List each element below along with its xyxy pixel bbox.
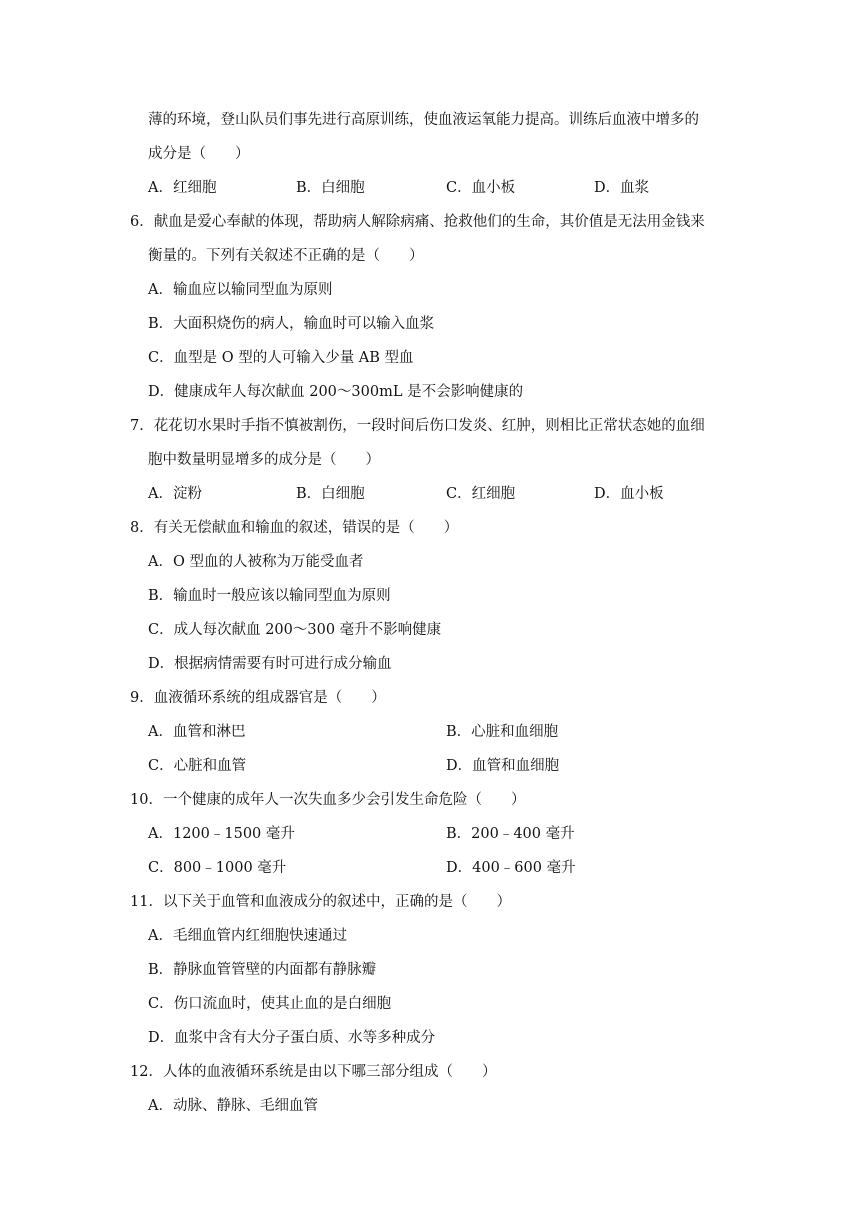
- question-6-option-a: A．输血应以输同型血为原则: [148, 282, 333, 298]
- question-6-text-line-2: 衡量的。下列有关叙述不正确的是（ ）: [148, 248, 424, 264]
- question-10-option-c: C．800﹣1000 毫升: [148, 860, 287, 876]
- question-11-option-c: C．伤口流血时，使其止血的是白细胞: [148, 996, 392, 1012]
- question-6-text-line-1: 6．献血是爱心奉献的体现，帮助病人解除病痛、抢救他们的生命，其价值是无法用金钱来: [130, 214, 705, 230]
- question-8-option-d: D．根据病情需要有时可进行成分输血: [148, 656, 392, 672]
- question-11-text-line-1: 11．以下关于血管和血液成分的叙述中，正确的是（ ）: [130, 894, 511, 910]
- question-7-option-b: B．白细胞: [296, 486, 365, 502]
- question-9-option-c: C．心脏和血管: [148, 758, 247, 774]
- question-10-option-d: D．400﹣600 毫升: [446, 860, 576, 876]
- question-6-option-c: C．血型是 O 型的人可输入少量 AB 型血: [148, 350, 414, 366]
- question-10-text-line-1: 10．一个健康的成年人一次失血多少会引发生命危险（ ）: [130, 792, 526, 808]
- question-10-option-b: B．200﹣400 毫升: [446, 826, 575, 842]
- question-8-option-a: A．O 型血的人被称为万能受血者: [148, 554, 364, 570]
- question-6-option-b: B．大面积烧伤的病人，输血时可以输入血浆: [148, 316, 435, 332]
- question-11-option-a: A．毛细血管内红细胞快速通过: [148, 928, 347, 944]
- question-7-text-line-2: 胞中数量明显增多的成分是（ ）: [148, 452, 380, 468]
- question-9-text-line-1: 9．血液循环系统的组成器官是（ ）: [130, 690, 386, 706]
- question-8-option-b: B．输血时一般应该以输同型血为原则: [148, 588, 391, 604]
- question-7-option-c: C．红细胞: [446, 486, 516, 502]
- question-8-text-line-1: 8．有关无偿献血和输血的叙述，错误的是（ ）: [130, 520, 459, 536]
- question-5-text-line-1: 薄的环境，登山队员们事先进行高原训练，使血液运氧能力提高。训练后血液中增多的: [148, 112, 699, 128]
- question-5-option-a: A．红细胞: [148, 180, 217, 196]
- question-9-option-b: B．心脏和血细胞: [446, 724, 559, 740]
- question-9-option-d: D．血管和血细胞: [446, 758, 560, 774]
- question-12-text-line-1: 12．人体的血液循环系统是由以下哪三部分组成（ ）: [130, 1064, 497, 1080]
- question-12-option-a: A．动脉、静脉、毛细血管: [148, 1098, 318, 1114]
- question-5-text-line-2: 成分是（ ）: [148, 146, 250, 162]
- question-7-text-line-1: 7．花花切水果时手指不慎被割伤，一段时间后伤口发炎、红肿，则相比正常状态她的血细: [130, 418, 705, 434]
- question-10-option-a: A．1200﹣1500 毫升: [148, 826, 295, 842]
- question-7-option-a: A．淀粉: [148, 486, 202, 502]
- question-8-option-c: C．成人每次献血 200～300 毫升不影响健康: [148, 622, 442, 638]
- question-11-option-d: D．血浆中含有大分子蛋白质、水等多种成分: [148, 1030, 436, 1046]
- question-11-option-b: B．静脉血管管壁的内面都有静脉瓣: [148, 962, 377, 978]
- question-6-option-d: D．健康成年人每次献血 200～300mL 是不会影响健康的: [148, 384, 524, 400]
- question-5-option-d: D．血浆: [594, 180, 650, 196]
- question-5-option-c: C．血小板: [446, 180, 516, 196]
- question-5-option-b: B．白细胞: [296, 180, 365, 196]
- question-9-option-a: A．血管和淋巴: [148, 724, 246, 740]
- question-7-option-d: D．血小板: [594, 486, 664, 502]
